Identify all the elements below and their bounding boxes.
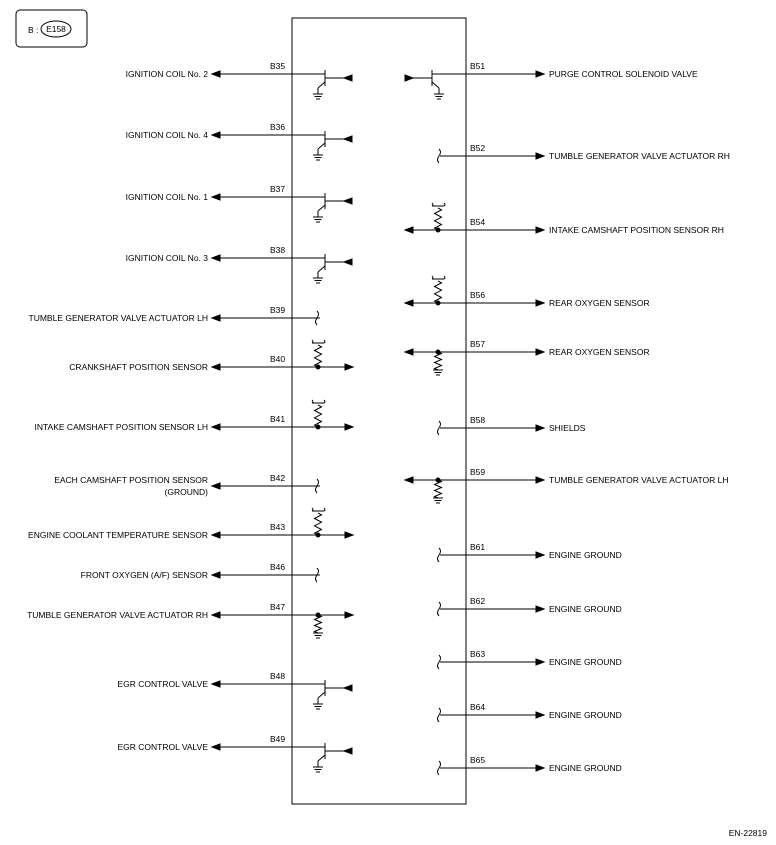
left-pin-row bbox=[117, 671, 352, 709]
pin-number: B62 bbox=[470, 596, 486, 606]
pin-number: B37 bbox=[270, 184, 286, 194]
pin-number: B41 bbox=[270, 414, 286, 424]
pin-label: ENGINE GROUND bbox=[549, 604, 622, 614]
pin-label: EACH CAMSHAFT POSITION SENSOR bbox=[54, 475, 208, 485]
pin-label: PURGE CONTROL SOLENOID VALVE bbox=[549, 69, 698, 79]
left-pin-row bbox=[126, 184, 352, 222]
pullup-symbol bbox=[312, 340, 325, 369]
pin-label: INTAKE CAMSHAFT POSITION SENSOR LH bbox=[34, 422, 208, 432]
pin-label: REAR OXYGEN SENSOR bbox=[549, 347, 650, 357]
pin-number: B52 bbox=[470, 143, 486, 153]
connector-prefix: B : bbox=[28, 25, 39, 35]
left-pin-row bbox=[126, 122, 352, 160]
right-pin-row bbox=[405, 467, 728, 503]
pin-number: B40 bbox=[270, 354, 286, 364]
connector-name: E158 bbox=[46, 24, 66, 34]
pin-number: B64 bbox=[470, 702, 486, 712]
right-pin-row bbox=[438, 415, 586, 435]
pin-label: ENGINE GROUND bbox=[549, 710, 622, 720]
pullup-symbol bbox=[432, 276, 445, 305]
pin-label: IGNITION COIL No. 3 bbox=[125, 253, 208, 263]
left-pin-row bbox=[29, 305, 320, 325]
pin-number: B35 bbox=[270, 61, 286, 71]
pin-number: B61 bbox=[470, 542, 486, 552]
left-pin-row bbox=[117, 734, 352, 772]
left-pin-row bbox=[69, 340, 353, 372]
pin-number: B56 bbox=[470, 290, 486, 300]
pin-label: EGR CONTROL VALVE bbox=[117, 742, 208, 752]
right-pin-row bbox=[438, 143, 730, 163]
pin-label: SHIELDS bbox=[549, 423, 586, 433]
pin-number: B36 bbox=[270, 122, 286, 132]
pullup-symbol bbox=[432, 203, 445, 232]
pulldown-symbol bbox=[313, 613, 323, 638]
pin-number: B46 bbox=[270, 562, 286, 572]
pullup-symbol bbox=[312, 400, 325, 429]
pin-number: B39 bbox=[270, 305, 286, 315]
pin-label-line2: (GROUND) bbox=[164, 487, 208, 497]
ecm-box bbox=[292, 18, 466, 804]
pin-number: B43 bbox=[270, 522, 286, 532]
transistor-symbol bbox=[405, 70, 466, 99]
right-pin-row bbox=[405, 203, 724, 235]
pin-label: IGNITION COIL No. 4 bbox=[125, 130, 208, 140]
pin-label: REAR OXYGEN SENSOR bbox=[549, 298, 650, 308]
left-pin-row bbox=[28, 508, 353, 540]
pin-label: TUMBLE GENERATOR VALVE ACTUATOR LH bbox=[549, 475, 729, 485]
pin-number: B48 bbox=[270, 671, 286, 681]
pin-label: EGR CONTROL VALVE bbox=[117, 679, 208, 689]
pin-number: B54 bbox=[470, 217, 486, 227]
pin-label: ENGINE GROUND bbox=[549, 550, 622, 560]
right-pin-row bbox=[438, 649, 622, 669]
pin-label: TUMBLE GENERATOR VALVE ACTUATOR RH bbox=[549, 151, 730, 161]
pin-number: B63 bbox=[470, 649, 486, 659]
right-pin-row bbox=[405, 61, 698, 99]
pin-number: B51 bbox=[470, 61, 486, 71]
pin-label: CRANKSHAFT POSITION SENSOR bbox=[69, 362, 208, 372]
pin-label: TUMBLE GENERATOR VALVE ACTUATOR RH bbox=[27, 610, 208, 620]
pin-label: ENGINE GROUND bbox=[549, 763, 622, 773]
pulldown-symbol bbox=[433, 350, 443, 375]
pin-number: B59 bbox=[470, 467, 486, 477]
pin-label: ENGINE COOLANT TEMPERATURE SENSOR bbox=[28, 530, 208, 540]
right-pin-row bbox=[438, 542, 622, 562]
connector-badge bbox=[16, 10, 87, 47]
left-pin-row bbox=[81, 562, 320, 582]
right-pin-row bbox=[438, 755, 622, 775]
left-pin-row bbox=[126, 245, 352, 283]
pin-label: FRONT OXYGEN (A/F) SENSOR bbox=[80, 570, 208, 580]
pin-label: ENGINE GROUND bbox=[549, 657, 622, 667]
pin-number: B47 bbox=[270, 602, 286, 612]
left-pin-row bbox=[54, 473, 320, 497]
pin-number: B57 bbox=[470, 339, 486, 349]
pin-number: B65 bbox=[470, 755, 486, 765]
pin-number: B58 bbox=[470, 415, 486, 425]
figure-id: EN-22819 bbox=[728, 828, 767, 838]
right-pin-group bbox=[405, 61, 730, 775]
pin-label: IGNITION COIL No. 1 bbox=[125, 192, 208, 202]
pin-label: TUMBLE GENERATOR VALVE ACTUATOR LH bbox=[28, 313, 208, 323]
left-pin-row bbox=[126, 61, 352, 99]
pin-label: INTAKE CAMSHAFT POSITION SENSOR RH bbox=[549, 225, 724, 235]
left-pin-row bbox=[27, 602, 353, 638]
pin-number: B38 bbox=[270, 245, 286, 255]
left-pin-group bbox=[27, 61, 353, 772]
right-pin-row bbox=[405, 276, 650, 308]
right-pin-row bbox=[405, 339, 650, 375]
pullup-symbol bbox=[312, 508, 325, 537]
pulldown-symbol bbox=[433, 478, 443, 503]
pin-number: B49 bbox=[270, 734, 286, 744]
pin-number: B42 bbox=[270, 473, 286, 483]
pin-label: IGNITION COIL No. 2 bbox=[125, 69, 208, 79]
right-pin-row bbox=[438, 596, 622, 616]
left-pin-row bbox=[35, 400, 354, 432]
right-pin-row bbox=[438, 702, 622, 722]
